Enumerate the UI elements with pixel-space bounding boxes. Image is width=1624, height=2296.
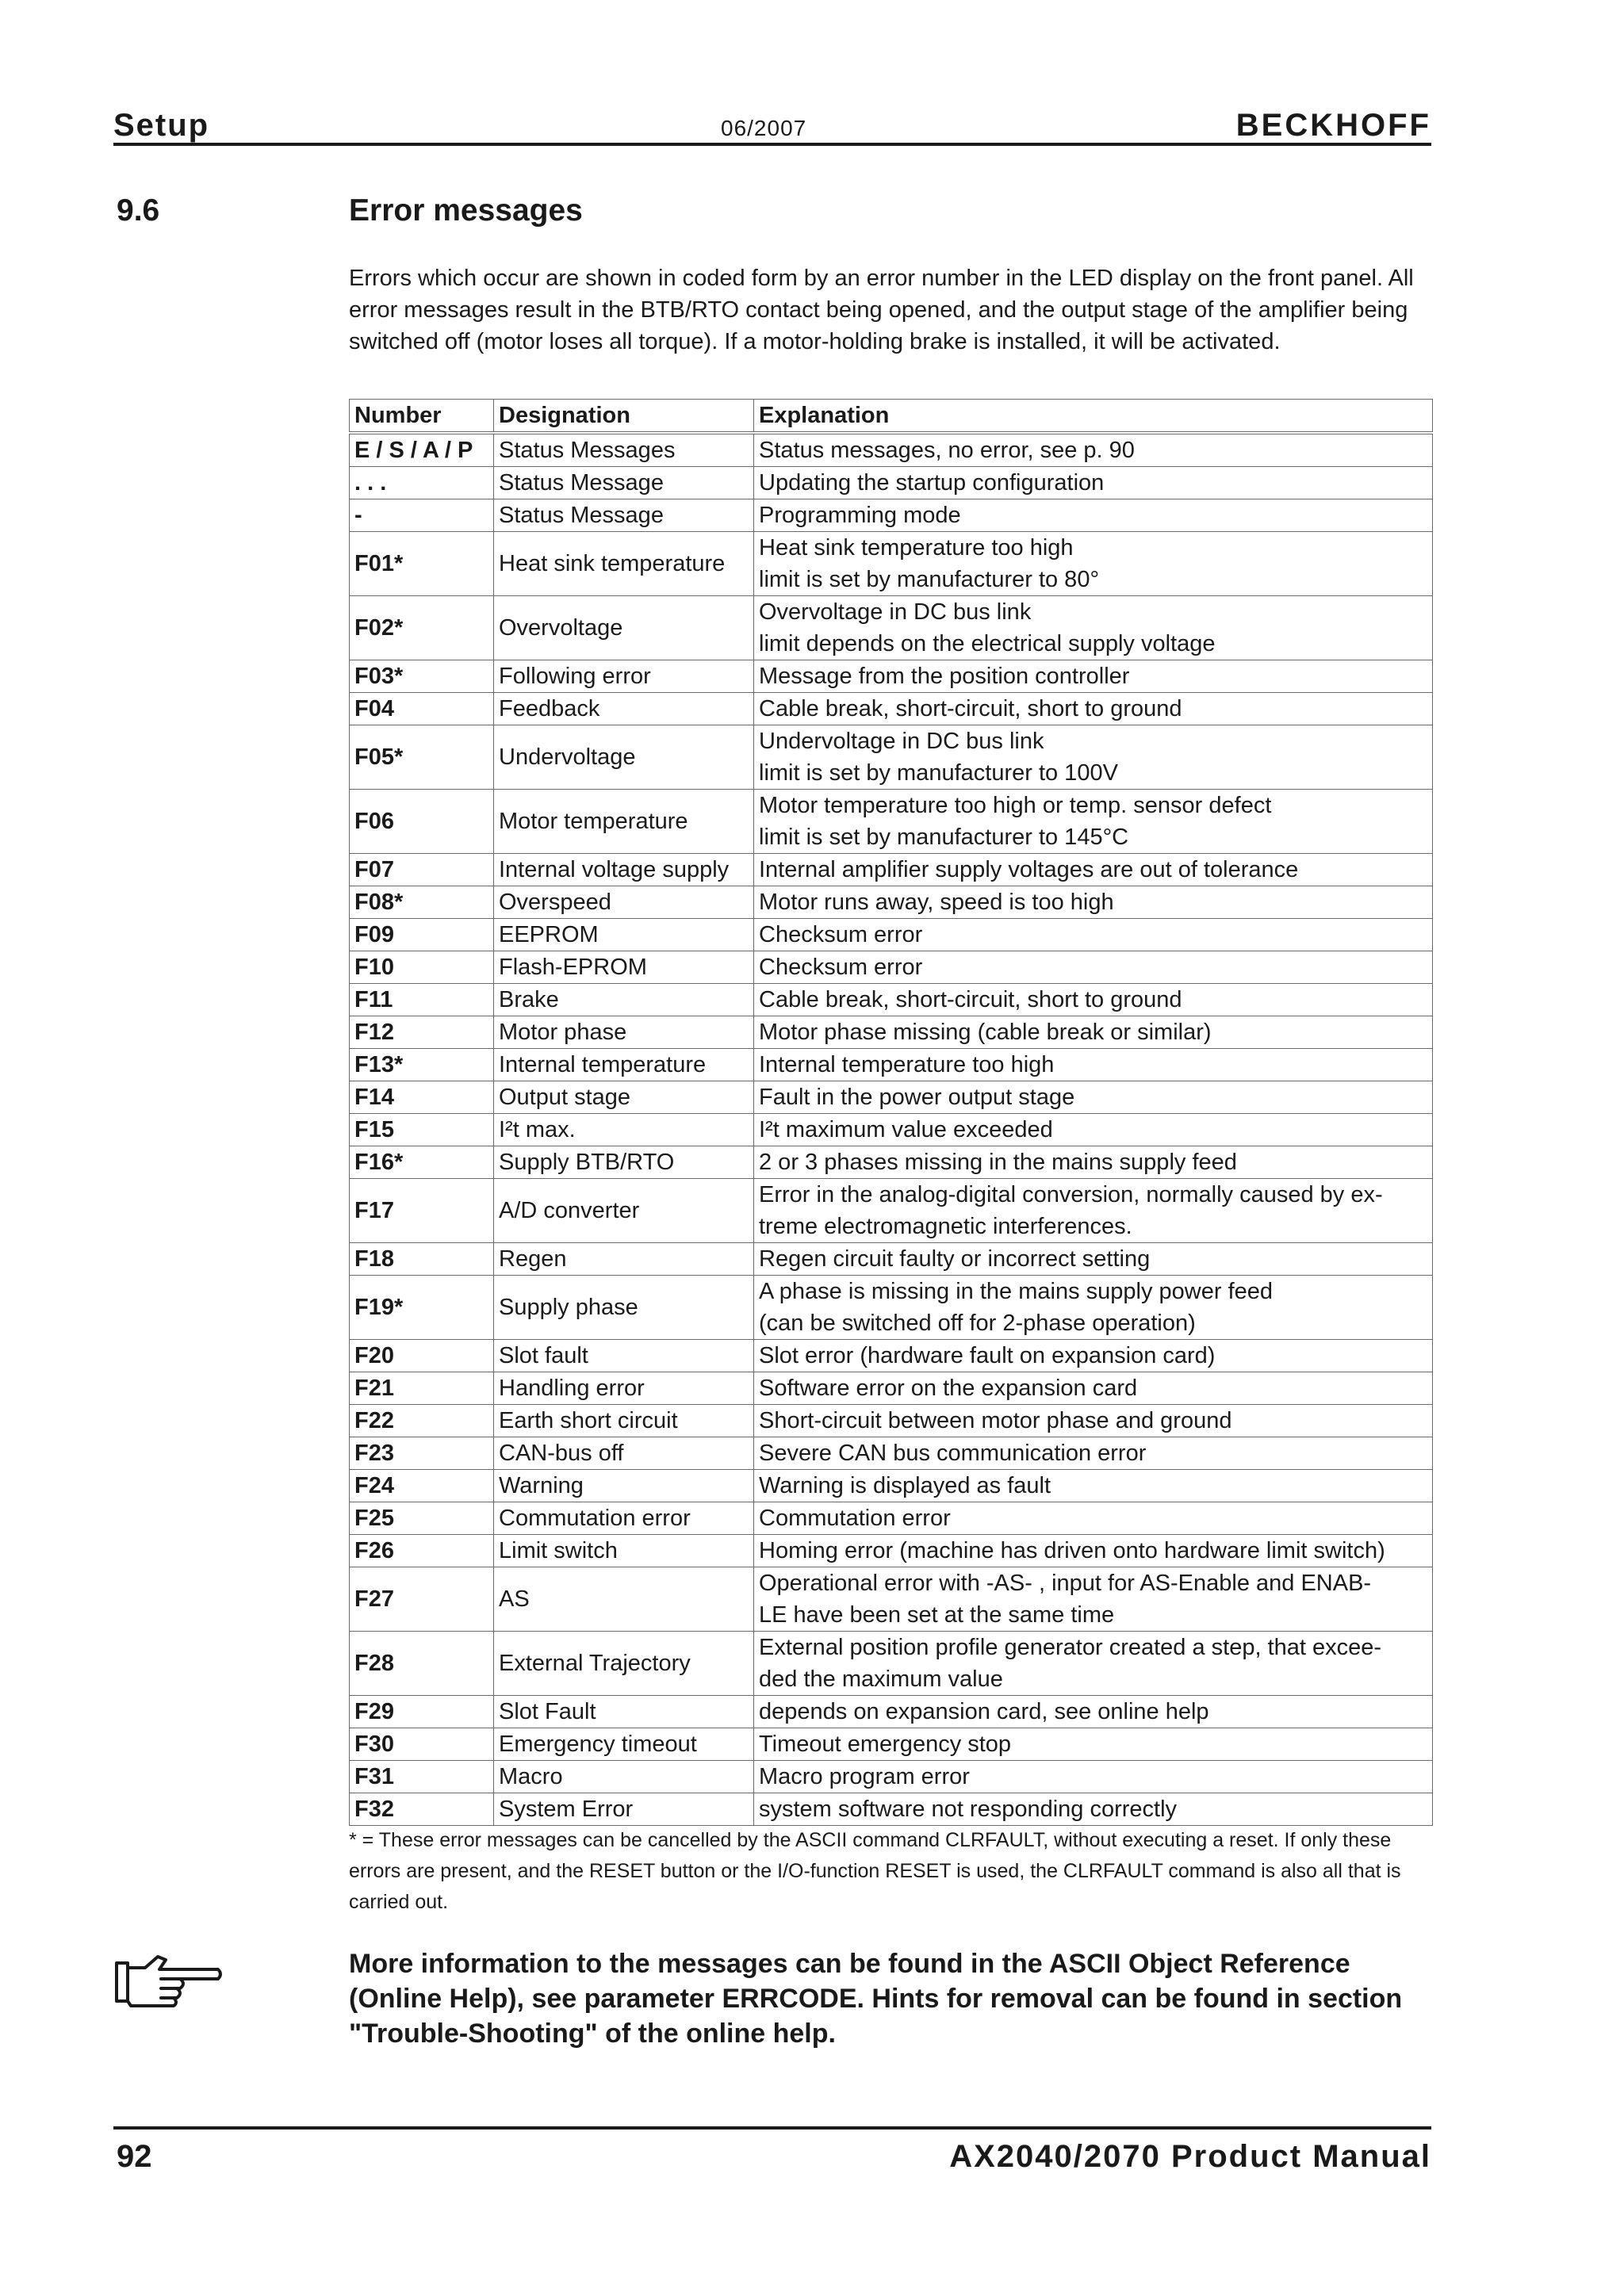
error-designation: Emergency timeout (494, 1728, 754, 1761)
error-explanation (754, 1567, 1433, 1632)
error-explanation (754, 984, 1433, 1016)
error-number: . . . (350, 467, 494, 499)
explanation-line: Checksum error (759, 922, 923, 947)
error-explanation (754, 1728, 1433, 1761)
error-number: F24 (350, 1470, 494, 1502)
error-explanation (754, 660, 1433, 693)
explanation-line: (can be switched off for 2-phase operation) (759, 1311, 1196, 1336)
error-explanation (754, 854, 1433, 886)
error-number: F04 (350, 693, 494, 725)
error-number: F10 (350, 951, 494, 984)
table-row (350, 854, 1433, 886)
error-explanation (754, 467, 1433, 499)
explanation-line: Short-circuit between motor phase and ground (759, 1408, 1232, 1433)
error-explanation (754, 886, 1433, 919)
explanation-line: Cable break, short-circuit, short to ground (759, 696, 1182, 721)
error-explanation (754, 1793, 1433, 1826)
column-header-designation: Designation (494, 400, 754, 434)
error-explanation (754, 433, 1433, 467)
explanation-line: depends on expansion card, see online help (759, 1699, 1209, 1724)
error-explanation (754, 1340, 1433, 1372)
explanation-line: Software error on the expansion card (759, 1376, 1138, 1401)
explanation-line: limit is set by manufacturer to 80° (759, 567, 1100, 592)
explanation-line: limit depends on the electrical supply voltage (759, 631, 1216, 656)
error-designation: Motor temperature (494, 790, 754, 854)
table-header-row (350, 400, 1433, 434)
error-designation: EEPROM (494, 919, 754, 951)
error-designation: System Error (494, 1793, 754, 1826)
table-row (350, 596, 1433, 660)
error-number: F09 (350, 919, 494, 951)
error-designation: I²t max. (494, 1114, 754, 1146)
error-designation: Status Message (494, 467, 754, 499)
error-number: F12 (350, 1016, 494, 1049)
error-designation: Output stage (494, 1081, 754, 1114)
error-number: F31 (350, 1761, 494, 1793)
explanation-line: Timeout emergency stop (759, 1732, 1012, 1757)
section-number: 9.6 (117, 193, 160, 228)
explanation-line: Heat sink temperature too high (759, 535, 1074, 561)
error-explanation (754, 1276, 1433, 1340)
error-designation: Motor phase (494, 1016, 754, 1049)
table-row (350, 1761, 1433, 1793)
error-table (349, 399, 1433, 1826)
error-explanation (754, 1405, 1433, 1437)
error-explanation (754, 532, 1433, 596)
error-number: F08* (350, 886, 494, 919)
pointing-hand-icon (113, 1952, 224, 2009)
error-designation: A/D converter (494, 1179, 754, 1243)
table-row (350, 1535, 1433, 1567)
error-designation: Overspeed (494, 886, 754, 919)
error-designation: Regen (494, 1243, 754, 1276)
error-designation: Brake (494, 984, 754, 1016)
manual-title: AX2040/2070 Product Manual (949, 2139, 1431, 2174)
table-row (350, 886, 1433, 919)
explanation-line: Commutation error (759, 1506, 951, 1531)
table-row (350, 919, 1433, 951)
error-number: F28 (350, 1632, 494, 1696)
table-row (350, 1470, 1433, 1502)
error-explanation (754, 1535, 1433, 1567)
table-row (350, 499, 1433, 532)
error-designation: Supply phase (494, 1276, 754, 1340)
error-number: F13* (350, 1049, 494, 1081)
error-explanation (754, 1146, 1433, 1179)
table-row (350, 693, 1433, 725)
explanation-line: Status messages, no error, see p. 90 (759, 438, 1135, 463)
table-row (350, 1146, 1433, 1179)
error-number: F14 (350, 1081, 494, 1114)
table-row (350, 1567, 1433, 1632)
table-row (350, 1179, 1433, 1243)
explanation-line: Operational error with -AS- , input for AS-Enable and ENAB- (759, 1571, 1372, 1596)
table-row (350, 1049, 1433, 1081)
intro-paragraph: Errors which occur are shown in coded form by an error number in the LED display on the front panel. All error messages result in the BTB/RTO contact being opened, and the output stage of the amplifier being switched off (motor loses all torque). If a motor-holding brake is installed, it will be activated. (349, 266, 1414, 354)
explanation-line: Programming mode (759, 503, 961, 528)
explanation-line: I²t maximum value exceeded (759, 1117, 1053, 1142)
error-number: F06 (350, 790, 494, 854)
footer-rule (113, 2126, 1431, 2130)
error-designation: Commutation error (494, 1502, 754, 1535)
table-row (350, 1243, 1433, 1276)
error-designation: Heat sink temperature (494, 532, 754, 596)
error-designation: Handling error (494, 1372, 754, 1405)
table-row (350, 1632, 1433, 1696)
error-explanation (754, 1502, 1433, 1535)
error-explanation (754, 693, 1433, 725)
error-explanation (754, 725, 1433, 790)
error-explanation (754, 499, 1433, 532)
error-designation: Supply BTB/RTO (494, 1146, 754, 1179)
column-header-explanation: Explanation (754, 400, 1433, 434)
explanation-line: treme electromagnetic interferences. (759, 1214, 1132, 1239)
table-row (350, 790, 1433, 854)
header-date: 06/2007 (721, 116, 807, 140)
table-row (350, 1081, 1433, 1114)
error-explanation (754, 1696, 1433, 1728)
explanation-line: ded the maximum value (759, 1667, 1003, 1692)
error-number: F01* (350, 532, 494, 596)
table-row (350, 1372, 1433, 1405)
explanation-line: Motor phase missing (cable break or similar) (759, 1020, 1212, 1045)
error-number: E / S / A / P (350, 433, 494, 467)
explanation-line: Internal amplifier supply voltages are out of tolerance (759, 857, 1299, 882)
error-explanation (754, 951, 1433, 984)
error-number: F21 (350, 1372, 494, 1405)
page-header (113, 108, 1431, 144)
explanation-line: Regen circuit faulty or incorrect setting (759, 1246, 1151, 1272)
error-number: F27 (350, 1567, 494, 1632)
error-number: F22 (350, 1405, 494, 1437)
header-section: Setup (113, 108, 210, 143)
explanation-line: Homing error (machine has driven onto hardware limit switch) (759, 1538, 1385, 1563)
error-designation: Earth short circuit (494, 1405, 754, 1437)
table-row (350, 725, 1433, 790)
explanation-line: Motor runs away, speed is too high (759, 890, 1114, 915)
error-designation: Status Messages (494, 433, 754, 467)
error-number: F18 (350, 1243, 494, 1276)
explanation-line: Undervoltage in DC bus link (759, 729, 1044, 754)
error-number: F15 (350, 1114, 494, 1146)
section-title: Error messages (349, 193, 583, 228)
error-table-body (350, 433, 1433, 1826)
header-rule (113, 143, 1431, 146)
explanation-line: Error in the analog-digital conversion, normally caused by ex- (759, 1182, 1383, 1207)
table-row (350, 951, 1433, 984)
footnote: * = These error messages can be cancelled by the ASCII command CLRFAULT, without executing a reset. If only these errors are present, and the RESET button or the I/O-function RESET is used, the CLRFAULT command is also all that is carried out. (349, 1829, 1401, 1913)
explanation-line: Checksum error (759, 955, 923, 980)
table-row (350, 1405, 1433, 1437)
error-designation: Feedback (494, 693, 754, 725)
error-number: F29 (350, 1696, 494, 1728)
error-explanation (754, 1437, 1433, 1470)
explanation-line: Severe CAN bus communication error (759, 1441, 1147, 1466)
error-explanation (754, 1761, 1433, 1793)
explanation-line: Internal temperature too high (759, 1052, 1055, 1077)
error-designation: External Trajectory (494, 1632, 754, 1696)
explanation-line: Cable break, short-circuit, short to ground (759, 987, 1182, 1012)
table-row (350, 467, 1433, 499)
table-row (350, 1340, 1433, 1372)
explanation-line: Overvoltage in DC bus link (759, 599, 1032, 625)
error-explanation (754, 1372, 1433, 1405)
explanation-line: LE have been set at the same time (759, 1602, 1115, 1628)
error-number: F17 (350, 1179, 494, 1243)
info-note: More information to the messages can be found in the ASCII Object Reference (Online Help), see parameter ERRCODE. Hints for removal can be found in section "Trouble-Shooting" of the online help. (349, 1949, 1403, 2049)
error-number: F32 (350, 1793, 494, 1826)
error-explanation (754, 1632, 1433, 1696)
error-explanation (754, 1016, 1433, 1049)
error-number: F30 (350, 1728, 494, 1761)
explanation-line: Macro program error (759, 1764, 970, 1789)
error-number: - (350, 499, 494, 532)
table-row (350, 1728, 1433, 1761)
table-row (350, 1696, 1433, 1728)
error-explanation (754, 790, 1433, 854)
error-number: F03* (350, 660, 494, 693)
explanation-line: External position profile generator created a step, that excee- (759, 1635, 1382, 1660)
explanation-line: A phase is missing in the mains supply power feed (759, 1279, 1274, 1304)
error-designation: Slot Fault (494, 1696, 754, 1728)
explanation-line: Message from the position controller (759, 664, 1130, 689)
table-row (350, 1793, 1433, 1826)
error-number: F23 (350, 1437, 494, 1470)
error-designation: Macro (494, 1761, 754, 1793)
error-designation: Flash-EPROM (494, 951, 754, 984)
error-designation: Internal voltage supply (494, 854, 754, 886)
explanation-line: limit is set by manufacturer to 100V (759, 760, 1118, 786)
error-number: F11 (350, 984, 494, 1016)
error-number: F19* (350, 1276, 494, 1340)
error-explanation (754, 919, 1433, 951)
error-explanation (754, 1049, 1433, 1081)
explanation-line: Warning is displayed as fault (759, 1473, 1051, 1498)
explanation-line: limit is set by manufacturer to 145°C (759, 825, 1129, 850)
error-explanation (754, 1081, 1433, 1114)
error-number: F02* (350, 596, 494, 660)
error-number: F05* (350, 725, 494, 790)
error-designation: Warning (494, 1470, 754, 1502)
table-row (350, 532, 1433, 596)
error-designation: AS (494, 1567, 754, 1632)
error-number: F16* (350, 1146, 494, 1179)
table-row (350, 660, 1433, 693)
explanation-line: Fault in the power output stage (759, 1085, 1075, 1110)
table-row (350, 433, 1433, 467)
table-row (350, 1016, 1433, 1049)
table-row (350, 984, 1433, 1016)
error-designation: Internal temperature (494, 1049, 754, 1081)
error-number: F25 (350, 1502, 494, 1535)
error-designation: Limit switch (494, 1535, 754, 1567)
error-designation: Following error (494, 660, 754, 693)
column-header-number: Number (350, 400, 494, 434)
page-number: 92 (117, 2139, 152, 2174)
error-designation: Status Message (494, 499, 754, 532)
table-row (350, 1114, 1433, 1146)
error-number: F07 (350, 854, 494, 886)
explanation-line: Updating the startup configuration (759, 470, 1105, 496)
table-row (350, 1502, 1433, 1535)
error-designation: Undervoltage (494, 725, 754, 790)
error-number: F26 (350, 1535, 494, 1567)
error-designation: Overvoltage (494, 596, 754, 660)
explanation-line: system software not responding correctly (759, 1797, 1178, 1822)
error-explanation (754, 1179, 1433, 1243)
error-explanation (754, 1470, 1433, 1502)
beckhoff-logo: BECKHOFF (1235, 108, 1431, 143)
error-designation: CAN-bus off (494, 1437, 754, 1470)
table-row (350, 1276, 1433, 1340)
explanation-line: 2 or 3 phases missing in the mains supply feed (759, 1150, 1237, 1175)
error-number: F20 (350, 1340, 494, 1372)
error-explanation (754, 596, 1433, 660)
table-row (350, 1437, 1433, 1470)
error-explanation (754, 1243, 1433, 1276)
error-explanation (754, 1114, 1433, 1146)
explanation-line: Motor temperature too high or temp. sensor defect (759, 793, 1272, 818)
explanation-line: Slot error (hardware fault on expansion card) (759, 1343, 1216, 1368)
error-designation: Slot fault (494, 1340, 754, 1372)
